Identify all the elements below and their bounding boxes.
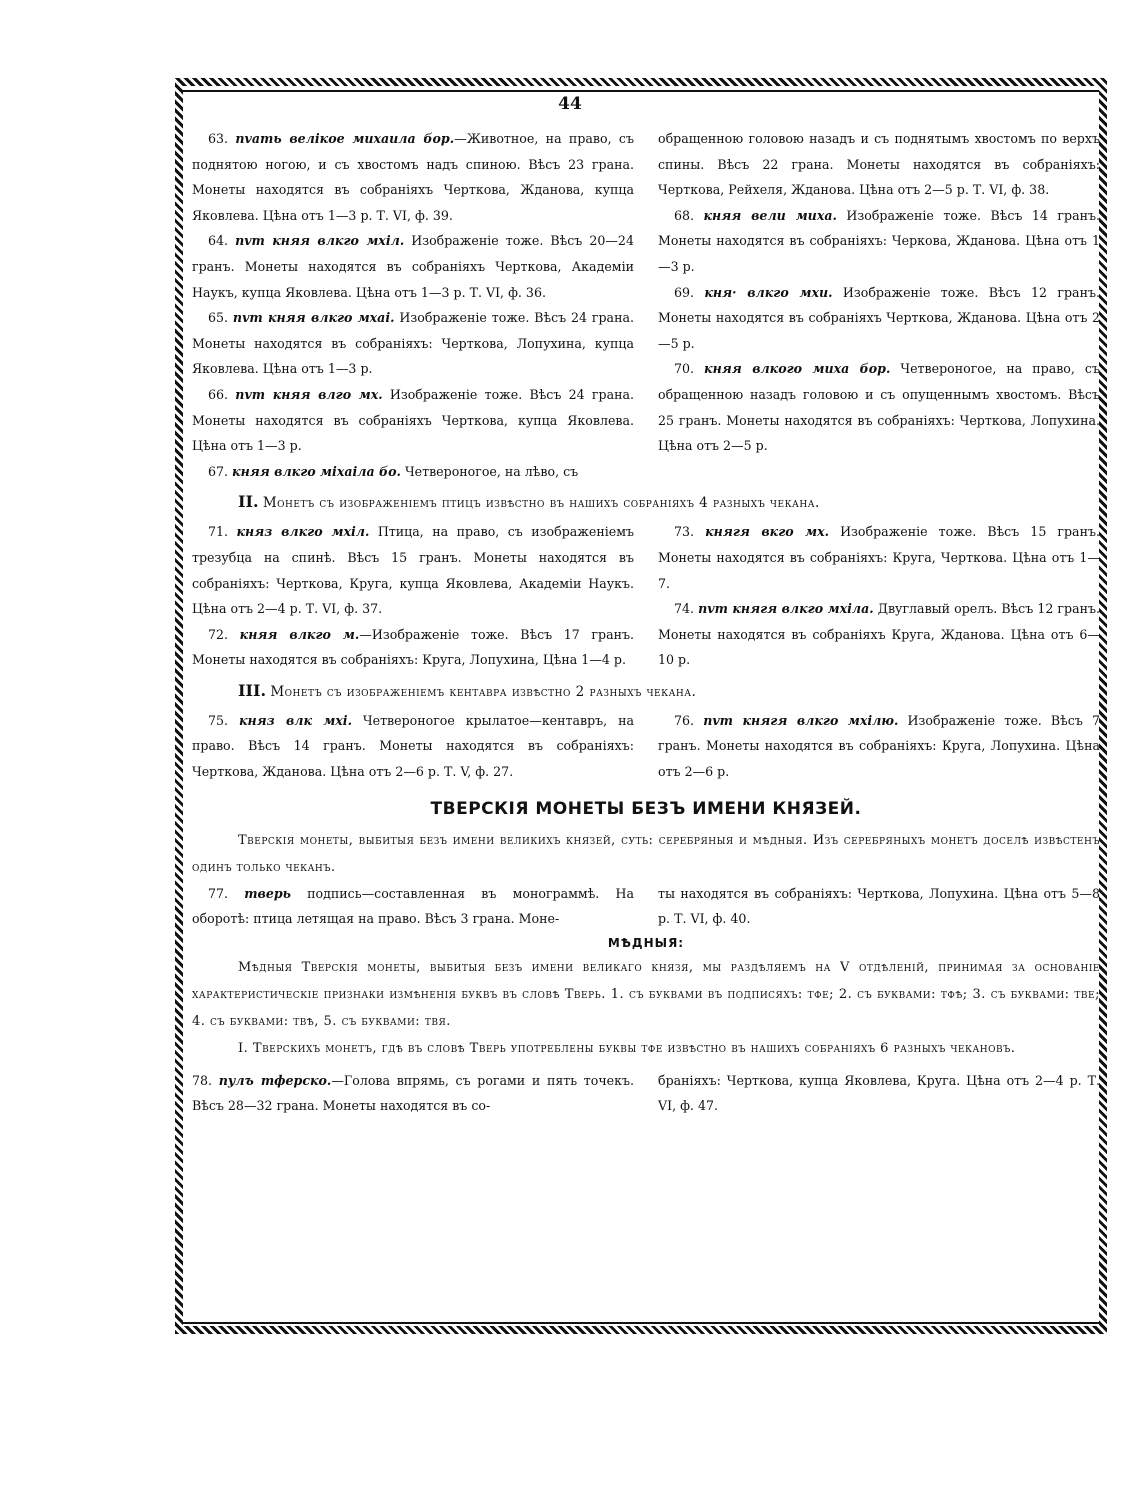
entry-number: 65. [208,310,229,326]
entry-legend: княя влкого миха бор. [704,361,891,377]
block-1-left [192,126,634,484]
block-5 [192,1068,1100,1119]
entry-legend: пvт княя влго мх. [235,386,383,402]
copper-section-text: I. Тверскихъ монетъ, гдѣ въ словѣ Тверь употреблены буквы тфе извѣстно въ нашихъ собранiяхъ 6 разныхъ чекановъ. [238,1040,1016,1056]
entry-text: Изображенiе тоже. Вѣсъ 24 грана. Монеты находятся въ собранiяхъ Черткова, купца Яковлева. Цѣна отъ 1—3 р. [192,386,634,454]
entry-77 [192,881,634,932]
entry-number: 68. [674,207,695,223]
entry-72 [192,622,634,673]
entry-text: Изображенiе тоже. Вѣсъ 15 гранъ. Монеты находятся въ собранiяхъ: Круга, Черткова. Цѣна отъ 1—7. [658,524,1100,591]
entry-68 [658,203,1100,280]
block-3-right [658,708,1100,785]
page-number: 44 [558,94,582,114]
section-roman: III. [238,680,267,700]
page-content [192,126,1100,1119]
entry-number: 66. [208,386,229,402]
entry-number: 77. [208,885,229,901]
entry-66 [192,382,634,459]
entry-number: 73. [674,524,695,540]
entry-78-cont [658,1068,1100,1119]
copper-section-heading [192,1035,1100,1062]
entry-number: 67. [208,463,229,479]
entry-70 [658,356,1100,458]
entry-number: 72. [208,626,229,642]
entry-legend: кня· влкго мхи. [704,284,833,300]
entry-75 [192,708,634,785]
block-3-left [192,708,634,785]
entry-76 [658,708,1100,785]
entry-74 [658,596,1100,673]
entry-number: 71. [208,524,229,540]
copper-paragraph [192,954,1100,1035]
entry-number: 78. [192,1072,213,1088]
intro-paragraph [192,827,1100,881]
entry-legend: княз влкго мхiл. [236,524,370,540]
entry-text: —Животное, на право, съ поднятою ногою, и съ хвостомъ надъ спиною. Вѣсъ 23 грана. Монеты находятся въ собранiяхъ Черткова, Жданова, купца Яковлева. Цѣна отъ 1—3 р. Т. VI, ф. 39. [192,131,634,223]
chapter-title: ТВЕРСКIЯ МОНЕТЫ БЕЗЪ ИМЕНИ КНЯЗЕЙ. [430,798,862,819]
bottom-rule [183,1322,1099,1324]
top-rule [183,90,1099,92]
entry-78 [192,1068,634,1119]
block-3 [192,708,1100,785]
entry-number: 74. [674,601,695,617]
entry-text: Изображенiе тоже. Вѣсъ 20—24 гранъ. Монеты находятся въ собранiяхъ Черткова, Академiи Наукъ, купца Яковлева. Цѣна отъ 1—3 р. Т. VI, ф. 36. [192,233,634,300]
entry-73 [658,519,1100,596]
entry-text: обращенною головою назадъ и съ поднятымъ хвостомъ по верхъ спины. Вѣсъ 22 грана. Монеты находятся въ собранiяхъ: Черткова, Рейхеля, Жданова. Цѣна отъ 2—5 р. Т. VI, ф. 38. [658,131,1100,198]
entry-77-cont [658,881,1100,932]
entry-69 [658,280,1100,357]
copper-text: Мѣдныя Тверскiя монеты, выбитыя безъ имени великаго князя, мы раздѣляемъ на V отдѣленiй, принимая за основанiе характеристическiе признаки измѣненiя буквъ въ словѣ Тверь. 1. съ буквами въ подписяхъ: тфе; 2. съ буквами: тфѣ; 3. съ буквами: тве; 4. съ буквами: твѣ, 5. съ буквами: твя. [192,959,1100,1029]
entry-number: 64. [208,233,229,249]
entry-legend: пvать велiкое михаила бор. [235,131,455,146]
entry-legend: княя вели миха. [703,207,837,223]
block-1 [192,126,1100,484]
entry-legend: княя влкго м. [239,626,360,642]
entry-legend: тверь [244,885,291,901]
block-5-left [192,1068,634,1119]
section-heading-birds [192,488,1100,517]
copper-subtitle: МѢДНЫЯ: [607,935,685,950]
entry-text: Четвероногое, на право, съ обращенною назадъ головою и съ опущеннымъ хвостомъ. Вѣсъ 25 гранъ. Монеты находятся въ собранiяхъ: Черткова, Лопухина. Цѣна отъ 2—5 р. [658,361,1100,454]
entry-number: 63. [208,131,229,146]
entry-legend: княз влк мхi. [238,712,352,728]
section-heading-centaur [192,677,1100,706]
entry-67-cont [658,126,1100,203]
intro-text: Тверскiя монеты, выбитыя безъ имени великихъ князей, суть: серебряныя и мѣдныя. Изъ серебряныхъ монетъ доселѣ извѣстенъ одинъ только чеканъ. [192,832,1100,875]
entry-text: Четвероногое, на лѣво, съ [404,463,579,479]
entry-legend: княгя вкго мх. [705,524,829,540]
section-roman: II. [238,492,259,512]
entry-text: —Голова впрямь, съ рогами и пять точекъ. Вѣсъ 28—32 грана. Монеты находятся въ со- [192,1072,634,1114]
entry-number: 70. [674,361,695,377]
block-2-right [658,519,1100,673]
entry-legend: пулъ тферско. [218,1072,332,1088]
block-2-left [192,519,634,673]
entry-text: —Изображенiе тоже. Вѣсъ 17 гранъ. Монеты находятся въ собранiяхъ: Круга, Лопухина, Цѣна 1—4 р. [192,626,635,668]
entry-legend: княя влкго мiхаiла бо. [232,463,401,479]
entry-65 [192,305,634,382]
section-text: Монетъ съ изображенiемъ кентавра извѣстно 2 разныхъ чекана. [270,683,697,700]
block-1-right [658,126,1100,484]
block-5-right [658,1068,1100,1119]
entry-legend: пvт княя влкго мхаi. [232,310,395,326]
entry-legend: пvт княгя влкго мхiла. [698,601,874,617]
block-4-left [192,881,634,932]
entry-text: Изображенiе тоже. Вѣсъ 24 грана. Монеты находятся въ собранiяхъ: Черткова, Лопухина, купца Яковлева. Цѣна отъ 1—3 р. [192,310,634,377]
entry-text: Изображенiе тоже. Вѣсъ 12 гранъ. Монеты находятся въ собранiяхъ Черткова, Жданова. Цѣна отъ 2—5 р. [658,284,1100,351]
entry-67 [192,459,634,485]
entry-number: 75. [208,712,229,728]
entry-number: 76. [674,712,695,728]
section-text: Монетъ съ изображенiемъ птицъ извѣстно въ нашихъ собранiяхъ 4 разныхъ чекана. [262,495,820,512]
entry-63 [192,126,634,228]
entry-text: ты находятся въ собранiяхъ: Черткова, Лопухина. Цѣна отъ 5—8 р. Т. VI, ф. 40. [658,885,1100,927]
block-4 [192,881,1100,932]
entry-text: Изображенiе тоже. Вѣсъ 7 гранъ. Монеты находятся въ собранiяхъ: Круга, Лопухина. Цѣна отъ 2—6 р. [658,712,1101,780]
entry-64 [192,228,634,305]
block-2 [192,519,1100,673]
entry-text: Изображенiе тоже. Вѣсъ 14 гранъ. Монеты находятся въ собранiяхъ: Черкова, Жданова. Цѣна отъ 1—3 р. [658,207,1100,274]
entry-text: Птица, на право, съ изображенiемъ трезубца на спинѣ. Вѣсъ 15 гранъ. Монеты находятся въ собранiяхъ: Черткова, Круга, купца Яковлева, Академiи Наукъ. Цѣна отъ 2—4 р. Т. VI, ф. 37. [192,524,635,617]
block-4-right [658,881,1100,932]
entry-text: Двуглавый орелъ. Вѣсъ 12 гранъ. Монеты находятся въ собранiяхъ Круга, Жданова. Цѣна отъ 6—10 р. [658,601,1100,668]
entry-text: подпись—составленная въ монограммѣ. На оборотѣ: птица летящая на право. Вѣсъ 3 грана. Моне- [192,885,634,927]
entry-legend: пvт княгя влкго мхiлю. [703,712,899,728]
entry-number: 69. [674,284,695,300]
entry-legend: пvт княя влкго мхiл. [235,233,405,249]
entry-text: Четвероногое крылатое—кентавръ, на право. Вѣсъ 14 гранъ. Монеты находятся въ собранiяхъ: Черткова, Жданова. Цѣна отъ 2—6 р. Т. V, ф. 27. [192,712,634,780]
entry-text: бранiяхъ: Черткова, купца Яковлева, Круга. Цѣна отъ 2—4 р. Т. VI, ф. 47. [658,1072,1100,1114]
entry-71 [192,519,634,621]
